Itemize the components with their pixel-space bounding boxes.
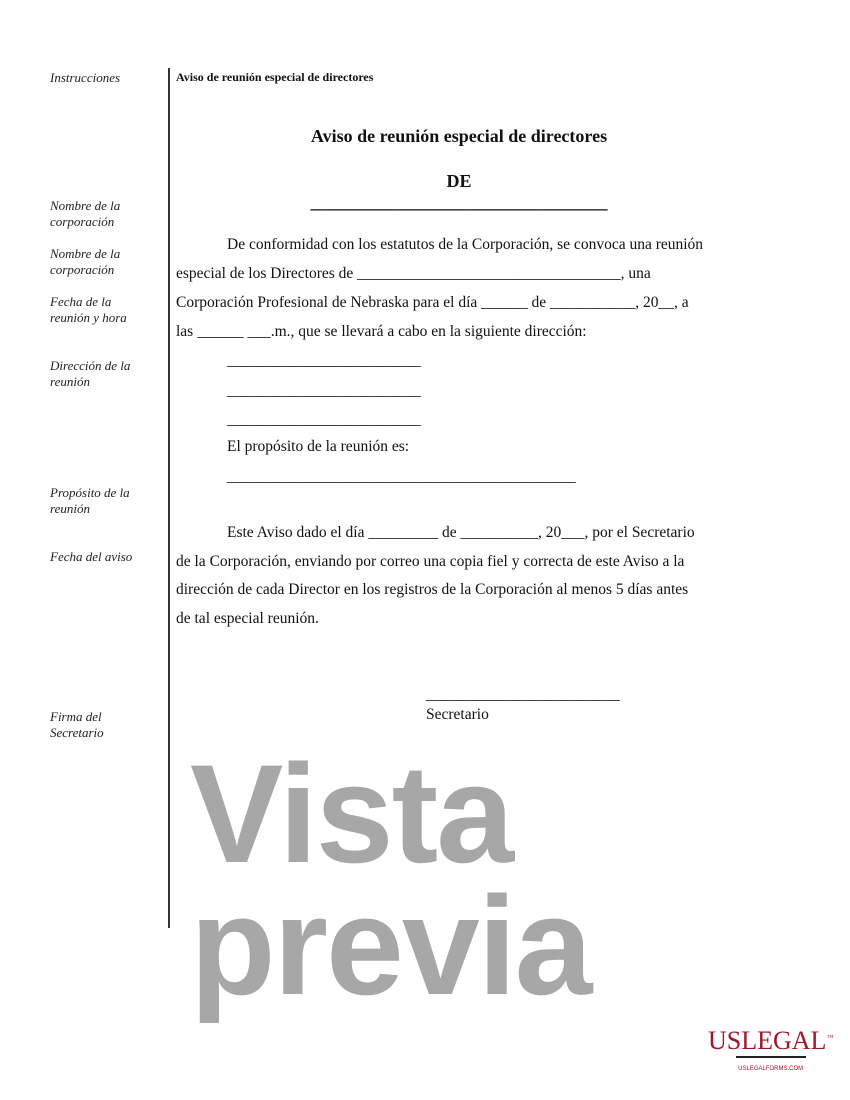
uslegal-logo: USLEGAL™ USLEGALFORMS.COM [708,1026,834,1072]
para2-line: Este Aviso dado el día _________ de __________, 20___, por el Secretario [227,524,695,541]
para1-line: Corporación Profesional de Nebraska para el día ______ de ___________, 20__, a [176,294,689,311]
doc-title: Aviso de reunión especial de directores [310,126,608,146]
address-blank: _________________________ [227,352,421,369]
label-instructions: Instrucciones [50,70,121,85]
para2-line: de tal especial reunión. [176,610,319,627]
address-blank: _________________________ [227,411,421,428]
purpose-blank: _____________________________________________ [227,468,576,485]
eagle-wings-icon [736,1056,806,1064]
signature-label: Secretario [426,706,489,723]
purpose-intro: El propósito de la reunión es: [227,438,410,455]
para2-line: de la Corporación, enviando por correo una copia fiel y correcta de este Aviso a la [176,553,685,570]
label-meeting-address: Dirección de la reunión [50,358,131,389]
label-signature: Firma del Secretario [50,709,104,740]
label-purpose: Propósito de la reunión [50,485,130,516]
para1-line: las ______ ___.m., que se llevará a cabo en la siguiente dirección: [176,323,587,340]
doc-de: DE [446,171,472,191]
watermark: Vista previa [190,735,591,1024]
label-corp-name-1: Nombre de la corporación [50,198,121,229]
corp-name-blank: _________________________________ [310,192,608,212]
signature-line: _________________________ [426,686,620,703]
label-notice-date: Fecha del aviso [50,549,133,564]
doc-header: Aviso de reunión especial de directores [176,70,374,84]
label-corp-name-2: Nombre de la corporación [50,246,121,277]
margin-divider [168,68,170,928]
label-meeting-date: Fecha de la reunión y hora [50,294,127,325]
address-blank: _________________________ [227,382,421,399]
para1-line: De conformidad con los estatutos de la Corporación, se convoca una reunión [227,236,704,253]
para1-line: especial de los Directores de __________________________________, una [176,265,651,282]
para2-line: dirección de cada Director en los registros de la Corporación al menos 5 días antes [176,581,689,598]
